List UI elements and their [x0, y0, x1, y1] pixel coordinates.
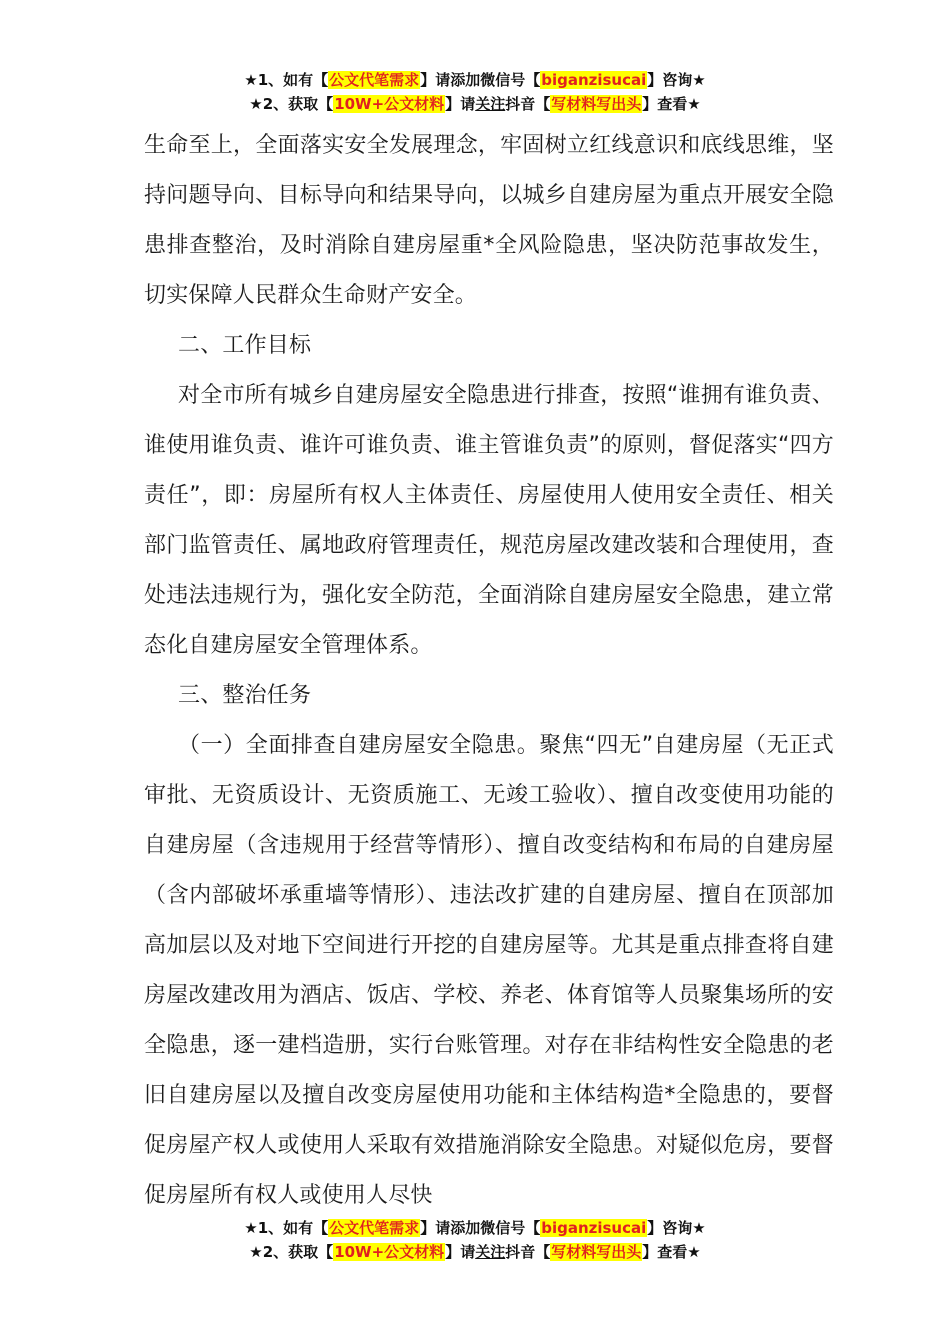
promo-banner-bottom	[0, 1216, 950, 1264]
promo-line-1: ★1、如有【公文代笔需求】请添加微信号【biganzisucai】咨询★	[244, 71, 706, 89]
promo-banner-top	[0, 68, 950, 116]
promo-line-2: ★2、获取【10W+公文材料】请关注抖音【写材料写出头】查看★	[249, 1243, 701, 1261]
promo-highlight: 公文代笔需求	[329, 71, 420, 89]
promo-line-1: ★1、如有【公文代笔需求】请添加微信号【biganzisucai】咨询★	[244, 1219, 706, 1237]
promo-line-2: ★2、获取【10W+公文材料】请关注抖音【写材料写出头】查看★	[249, 95, 701, 113]
paragraph-3: （一）全面排查自建房屋安全隐患。聚焦“四无”自建房屋（无正式审批、无资质设计、无资质施工、无竣工验收）、擅自改变使用功能的自建房屋（含违规用于经营等情形）、擅自改变结构和布局的自建房屋（含内部破坏承重墙等情形）、违法改扩建的自建房屋、擅自在顶部加高加层以及对地下空间进行开挖的自建房屋等。尤其是重点排查将自建房屋改建改用为酒店、饭店、学校、养老、体育馆等人员聚集场所的安全隐患，逐一建档造册，实行台账管理。对存在非结构性安全隐患的老旧自建房屋以及擅自改变房屋使用功能和主体结构造*全隐患的，要督促房屋产权人或使用人采取有效措施消除安全隐患。对疑似危房，要督促房屋所有权人或使用人尽快	[144, 733, 834, 1208]
promo-highlight: 公文代笔需求	[329, 1219, 420, 1237]
douyin-highlight: 写材料写出头	[551, 1243, 642, 1261]
paragraph-2: 对全市所有城乡自建房屋安全隐患进行排查，按照“谁拥有谁负责、谁使用谁负责、谁许可谁负责、谁主管谁负责”的原则，督促落实“四方责任”，即：房屋所有权人主体责任、房屋使用人使用安全责任、相关部门监管责任、属地政府管理责任，规范房屋改建改装和合理使用，查处违法违规行为，强化安全防范，全面消除自建房屋安全隐患，建立常态化自建房屋安全管理体系。	[144, 383, 834, 658]
paragraph-1: 生命至上，全面落实安全发展理念，牢固树立红线意识和底线思维，坚持问题导向、目标导向和结果导向，以城乡自建房屋为重点开展安全隐患排查整治，及时消除自建房屋重*全风险隐患，坚决防范事故发生，切实保障人民群众生命财产安全。	[144, 133, 834, 308]
follow-underlined: 关注	[475, 1243, 506, 1261]
wechat-id-highlight: biganzisucai	[541, 71, 647, 89]
section-heading-2: 二、工作目标	[178, 333, 312, 358]
wechat-id-highlight: biganzisucai	[541, 1219, 647, 1237]
document-body	[144, 121, 834, 1221]
section-heading-3: 三、整治任务	[178, 683, 312, 708]
promo-highlight: 10W+公文材料	[334, 1243, 445, 1261]
douyin-highlight: 写材料写出头	[551, 95, 642, 113]
promo-highlight: 10W+公文材料	[334, 95, 445, 113]
follow-underlined: 关注	[475, 95, 506, 113]
